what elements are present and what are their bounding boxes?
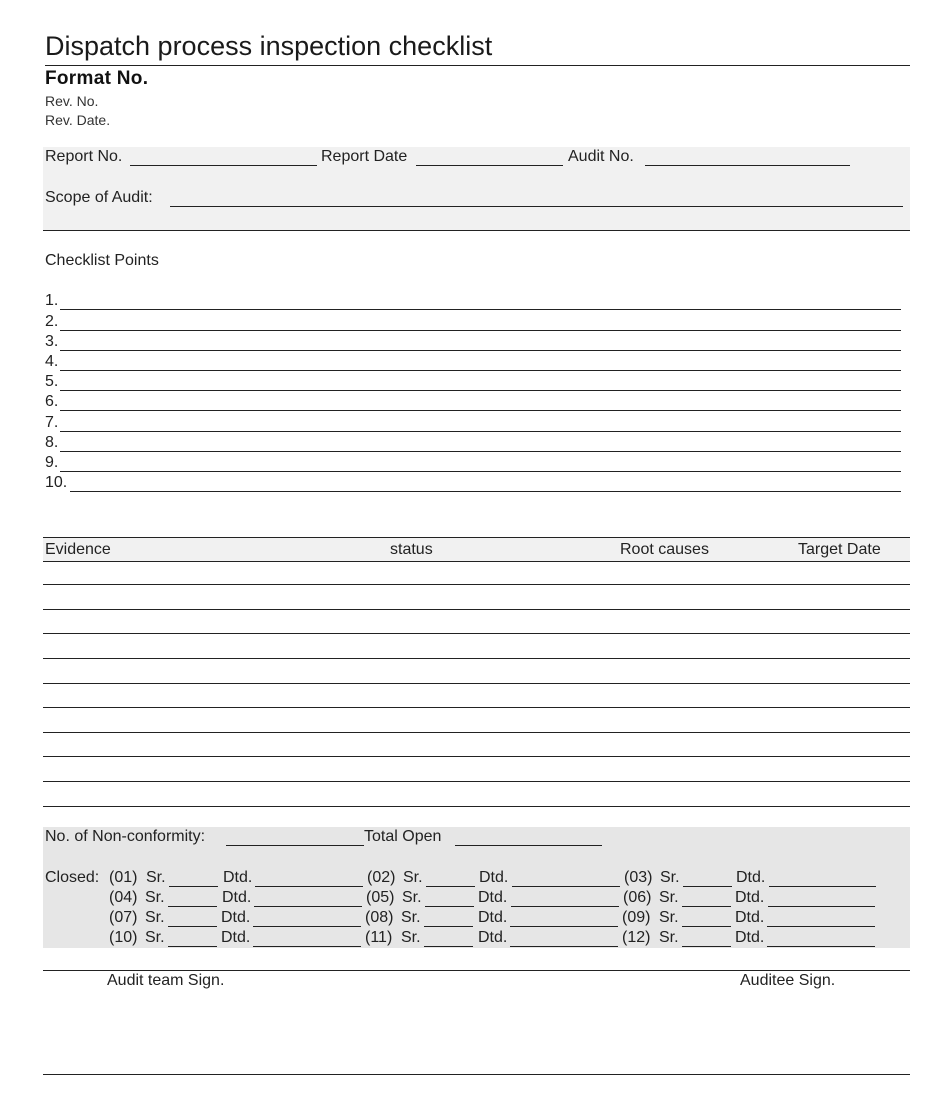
report-date-label: Report Date (321, 148, 408, 165)
signature-area-bottom[interactable] (43, 1074, 910, 1075)
evidence-table-row[interactable] (43, 584, 910, 585)
closed-entry-sr-field[interactable] (168, 946, 217, 947)
checklist-point-field[interactable] (60, 410, 901, 411)
report-info-panel (43, 147, 910, 230)
closed-entry-sr-label: Sr. (659, 909, 679, 926)
closed-entry-dtd-label: Dtd. (221, 929, 251, 946)
closed-entry-dtd-label: Dtd. (478, 929, 508, 946)
closed-entry-number: (02) (367, 869, 396, 886)
closed-entry-dtd-label: Dtd. (478, 889, 508, 906)
audit-team-sign-label: Audit team Sign. (107, 972, 225, 989)
checklist-point-number: 8. (45, 434, 59, 451)
checklist-point-number: 4. (45, 353, 59, 370)
closed-entry-number: (06) (623, 889, 652, 906)
closed-entry-dtd-field[interactable] (510, 946, 618, 947)
column-header-status: status (390, 541, 433, 558)
evidence-table-header-border (43, 561, 910, 562)
signature-divider (43, 970, 910, 971)
closed-entry-dtd-field[interactable] (510, 926, 618, 927)
closed-entry-dtd-label: Dtd. (735, 909, 765, 926)
closed-entry-dtd-label: Dtd. (222, 889, 252, 906)
closed-label: Closed: (45, 869, 100, 886)
closed-entry-sr-label: Sr. (403, 869, 423, 886)
total-open-label: Total Open (364, 828, 442, 845)
auditee-sign-label: Auditee Sign. (740, 972, 836, 989)
closed-entry-number: (01) (109, 869, 138, 886)
evidence-table-row[interactable] (43, 732, 910, 733)
report-no-label: Report No. (45, 148, 123, 165)
rev-no-label: Rev. No. (45, 93, 99, 109)
closed-entry-number: (08) (365, 909, 394, 926)
closed-entry-number: (12) (622, 929, 651, 946)
title-divider (45, 65, 910, 66)
closed-entry-dtd-field[interactable] (511, 906, 619, 907)
rev-date-label: Rev. Date. (45, 112, 111, 128)
closed-entry-sr-label: Sr. (402, 889, 422, 906)
checklist-point-field[interactable] (70, 491, 901, 492)
closed-entry-dtd-field[interactable] (253, 946, 361, 947)
closed-entry-number: (05) (366, 889, 395, 906)
closed-entry-number: (04) (109, 889, 138, 906)
closed-entry-sr-label: Sr. (401, 929, 421, 946)
checklist-point-field[interactable] (60, 431, 901, 432)
closed-entry-number: (09) (622, 909, 651, 926)
evidence-table-row[interactable] (43, 806, 910, 807)
checklist-point-field[interactable] (60, 330, 901, 331)
closed-entry-sr-field[interactable] (426, 886, 475, 887)
closed-entry-dtd-field[interactable] (512, 886, 620, 887)
closed-entry-sr-label: Sr. (660, 869, 680, 886)
closed-entry-dtd-label: Dtd. (736, 869, 766, 886)
closed-entry-sr-field[interactable] (682, 946, 731, 947)
audit-no-field[interactable] (645, 165, 850, 166)
checklist-point-field[interactable] (60, 309, 901, 310)
evidence-table-row[interactable] (43, 756, 910, 757)
checklist-point-number: 7. (45, 414, 59, 431)
checklist-point-number: 9. (45, 454, 59, 471)
checklist-point-field[interactable] (60, 370, 901, 371)
checklist-point-field[interactable] (60, 350, 901, 351)
closed-entry-dtd-label: Dtd. (221, 909, 251, 926)
column-header-target-date: Target Date (798, 541, 881, 558)
closed-entry-dtd-field[interactable] (769, 886, 876, 887)
closed-entry-sr-field[interactable] (682, 926, 731, 927)
evidence-table-row[interactable] (43, 781, 910, 782)
checklist-point-number: 5. (45, 373, 59, 390)
closed-entry-sr-label: Sr. (401, 909, 421, 926)
closed-entry-dtd-field[interactable] (767, 926, 875, 927)
page-title: Dispatch process inspection checklist (45, 31, 493, 61)
closed-entry-sr-label: Sr. (659, 889, 679, 906)
closed-entry-dtd-label: Dtd. (479, 869, 509, 886)
closed-entry-dtd-field[interactable] (253, 926, 361, 927)
audit-no-label: Audit No. (568, 148, 634, 165)
total-open-field[interactable] (455, 845, 602, 846)
report-info-divider (43, 230, 910, 231)
closed-entry-dtd-field[interactable] (768, 906, 875, 907)
checklist-heading: Checklist Points (45, 252, 159, 269)
closed-entry-sr-field[interactable] (425, 906, 474, 907)
closed-entry-dtd-label: Dtd. (478, 909, 508, 926)
evidence-table-header (43, 538, 910, 561)
closed-entry-sr-field[interactable] (683, 886, 732, 887)
checklist-point-number: 3. (45, 333, 59, 350)
nonconformity-count-field[interactable] (226, 845, 364, 846)
closed-entry-dtd-label: Dtd. (223, 869, 253, 886)
report-no-field[interactable] (130, 165, 317, 166)
format-no-label: Format No. (45, 68, 149, 89)
checklist-point-number: 2. (45, 313, 59, 330)
closed-entry-sr-field[interactable] (424, 926, 473, 927)
closed-entry-sr-field[interactable] (682, 906, 731, 907)
closed-entry-sr-field[interactable] (168, 926, 217, 927)
checklist-point-field[interactable] (60, 451, 901, 452)
closed-entry-number: (10) (109, 929, 138, 946)
evidence-table-row[interactable] (43, 609, 910, 610)
closed-entry-number: (03) (624, 869, 653, 886)
scope-field[interactable] (170, 206, 903, 207)
closed-entry-number: (11) (365, 929, 393, 946)
closed-entry-dtd-label: Dtd. (735, 889, 765, 906)
closed-entry-sr-field[interactable] (168, 906, 217, 907)
evidence-table-row[interactable] (43, 633, 910, 634)
closed-entry-sr-label: Sr. (659, 929, 679, 946)
closed-entry-dtd-field[interactable] (767, 946, 875, 947)
closed-entry-sr-field[interactable] (424, 946, 473, 947)
checklist-point-number: 6. (45, 393, 59, 410)
closed-entry-sr-label: Sr. (145, 929, 165, 946)
column-header-root-causes: Root causes (620, 541, 709, 558)
closed-entry-sr-field[interactable] (169, 886, 218, 887)
closed-entry-sr-label: Sr. (145, 889, 165, 906)
closed-entry-dtd-field[interactable] (254, 906, 362, 907)
closed-entry-dtd-label: Dtd. (735, 929, 765, 946)
checklist-point-number: 10. (45, 474, 68, 491)
evidence-table-row[interactable] (43, 683, 910, 684)
closed-entry-sr-label: Sr. (146, 869, 166, 886)
report-date-field[interactable] (416, 165, 563, 166)
closed-entry-number: (07) (109, 909, 138, 926)
evidence-table-row[interactable] (43, 658, 910, 659)
nonconformity-count-label: No. of Non-conformity: (45, 828, 206, 845)
evidence-table-row[interactable] (43, 707, 910, 708)
closed-entry-dtd-field[interactable] (255, 886, 363, 887)
column-header-evidence: Evidence (45, 541, 111, 558)
closed-entry-sr-label: Sr. (145, 909, 165, 926)
checklist-point-number: 1. (45, 292, 59, 309)
checklist-point-field[interactable] (60, 390, 901, 391)
scope-label: Scope of Audit: (45, 189, 153, 206)
checklist-point-field[interactable] (60, 471, 901, 472)
